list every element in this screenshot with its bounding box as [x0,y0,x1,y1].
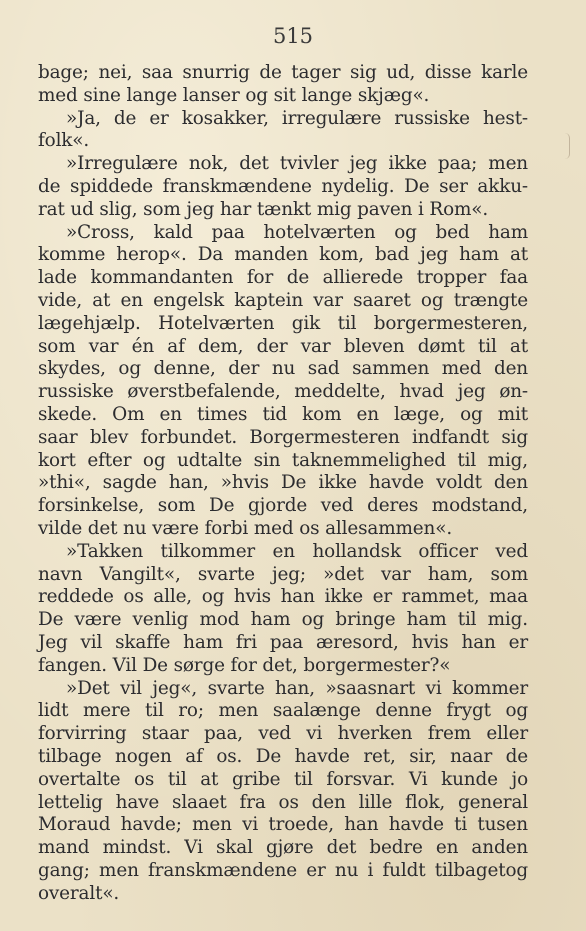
text-line: vide, at en engelsk kaptein var saaret og trængte [38,289,528,311]
text-line: »Det vil jeg«, svarte han, »saasnart vi kommer [66,677,528,699]
text-line: navn Vangilt«, svarte jeg; »det var ham, som [38,563,528,585]
text-line: gang; men franskmændene er nu i fuldt tilbagetog [38,859,528,881]
text-line: fangen. Vil De sørge for det, borgermester?« [38,654,451,676]
text-line: »Takken tilkommer en hollandsk officer ved [66,540,528,562]
text-line: »Ja, de er kosakker, irregulære russiske hest- [66,107,528,129]
text-line: med sine lange lanser og sit lange skjæg«. [38,84,430,106]
text-line: skede. Om en times tid kom en læge, og mit [38,403,528,425]
text-line: lade kommandanten for de allierede tropper faa [38,267,528,289]
text-line: lægehjælp. Hotelværten gik til borgermesteren, [38,312,528,334]
text-line: kort efter og udtalte sin taknemmelighed til mig, [38,449,528,471]
text-line: russiske øverstbefalende, meddelte, hvad jeg øn- [38,381,528,403]
page-edge-mark [565,133,570,159]
text-line: vilde det nu være forbi med os allesammen«. [38,517,453,539]
text-line: tilbage nogen af os. De havde ret, sir, naar de [38,745,528,767]
page-number: 515 [272,24,314,48]
text-line: overtalte os til at gribe til forsvar. Vi kunde jo [38,768,528,790]
text-line: Moraud havde; men vi troede, han havde ti tusen [38,814,528,836]
text-line: »thi«, sagde han, »hvis De ikke havde voldt den [38,472,528,494]
text-line: mand mindst. Vi skal gjøre det bedre en anden [38,837,528,859]
text-line: bage; nei, saa snurrig de tager sig ud, disse karle [38,62,528,83]
text-line: de spiddede franskmændene nydelig. De ser akku- [38,175,528,197]
text-line: »Cross, kald paa hotelværten og bed ham [66,221,528,243]
text-line: rat ud slig, som jeg har tænkt mig paven i Rom«. [38,198,489,220]
text-line: overalt«. [38,882,120,904]
text-line: lidt mere til ro; men saalænge denne frygt og [38,700,528,722]
text-line: forvirring staar paa, ved vi hverken frem eller [38,723,528,745]
text-line: lettelig have slaaet fra os den lille flok, general [38,791,528,813]
text-line: De være venlig mod ham og bringe ham til mig. [38,609,528,631]
text-line: som var én af dem, der var bleven dømt til at [38,335,528,357]
text-line: komme herop«. Da manden kom, bad jeg ham at [38,244,528,266]
text-line: folk«. [38,130,90,152]
text-line: Jeg vil skaffe ham fri paa æresord, hvis han er [38,631,528,653]
body-text [38,62,528,905]
text-line: reddede os alle, og hvis han ikke er rammet, maa [38,586,528,608]
text-line: saar blev forbundet. Borgermesteren indfandt sig [38,426,528,448]
text-line: forsinkelse, som De gjorde ved deres modstand, [38,495,528,517]
text-line: skydes, og denne, der nu sad sammen med den [38,358,528,380]
text-line: »Irregulære nok, det tvivler jeg ikke paa; men [66,153,528,175]
